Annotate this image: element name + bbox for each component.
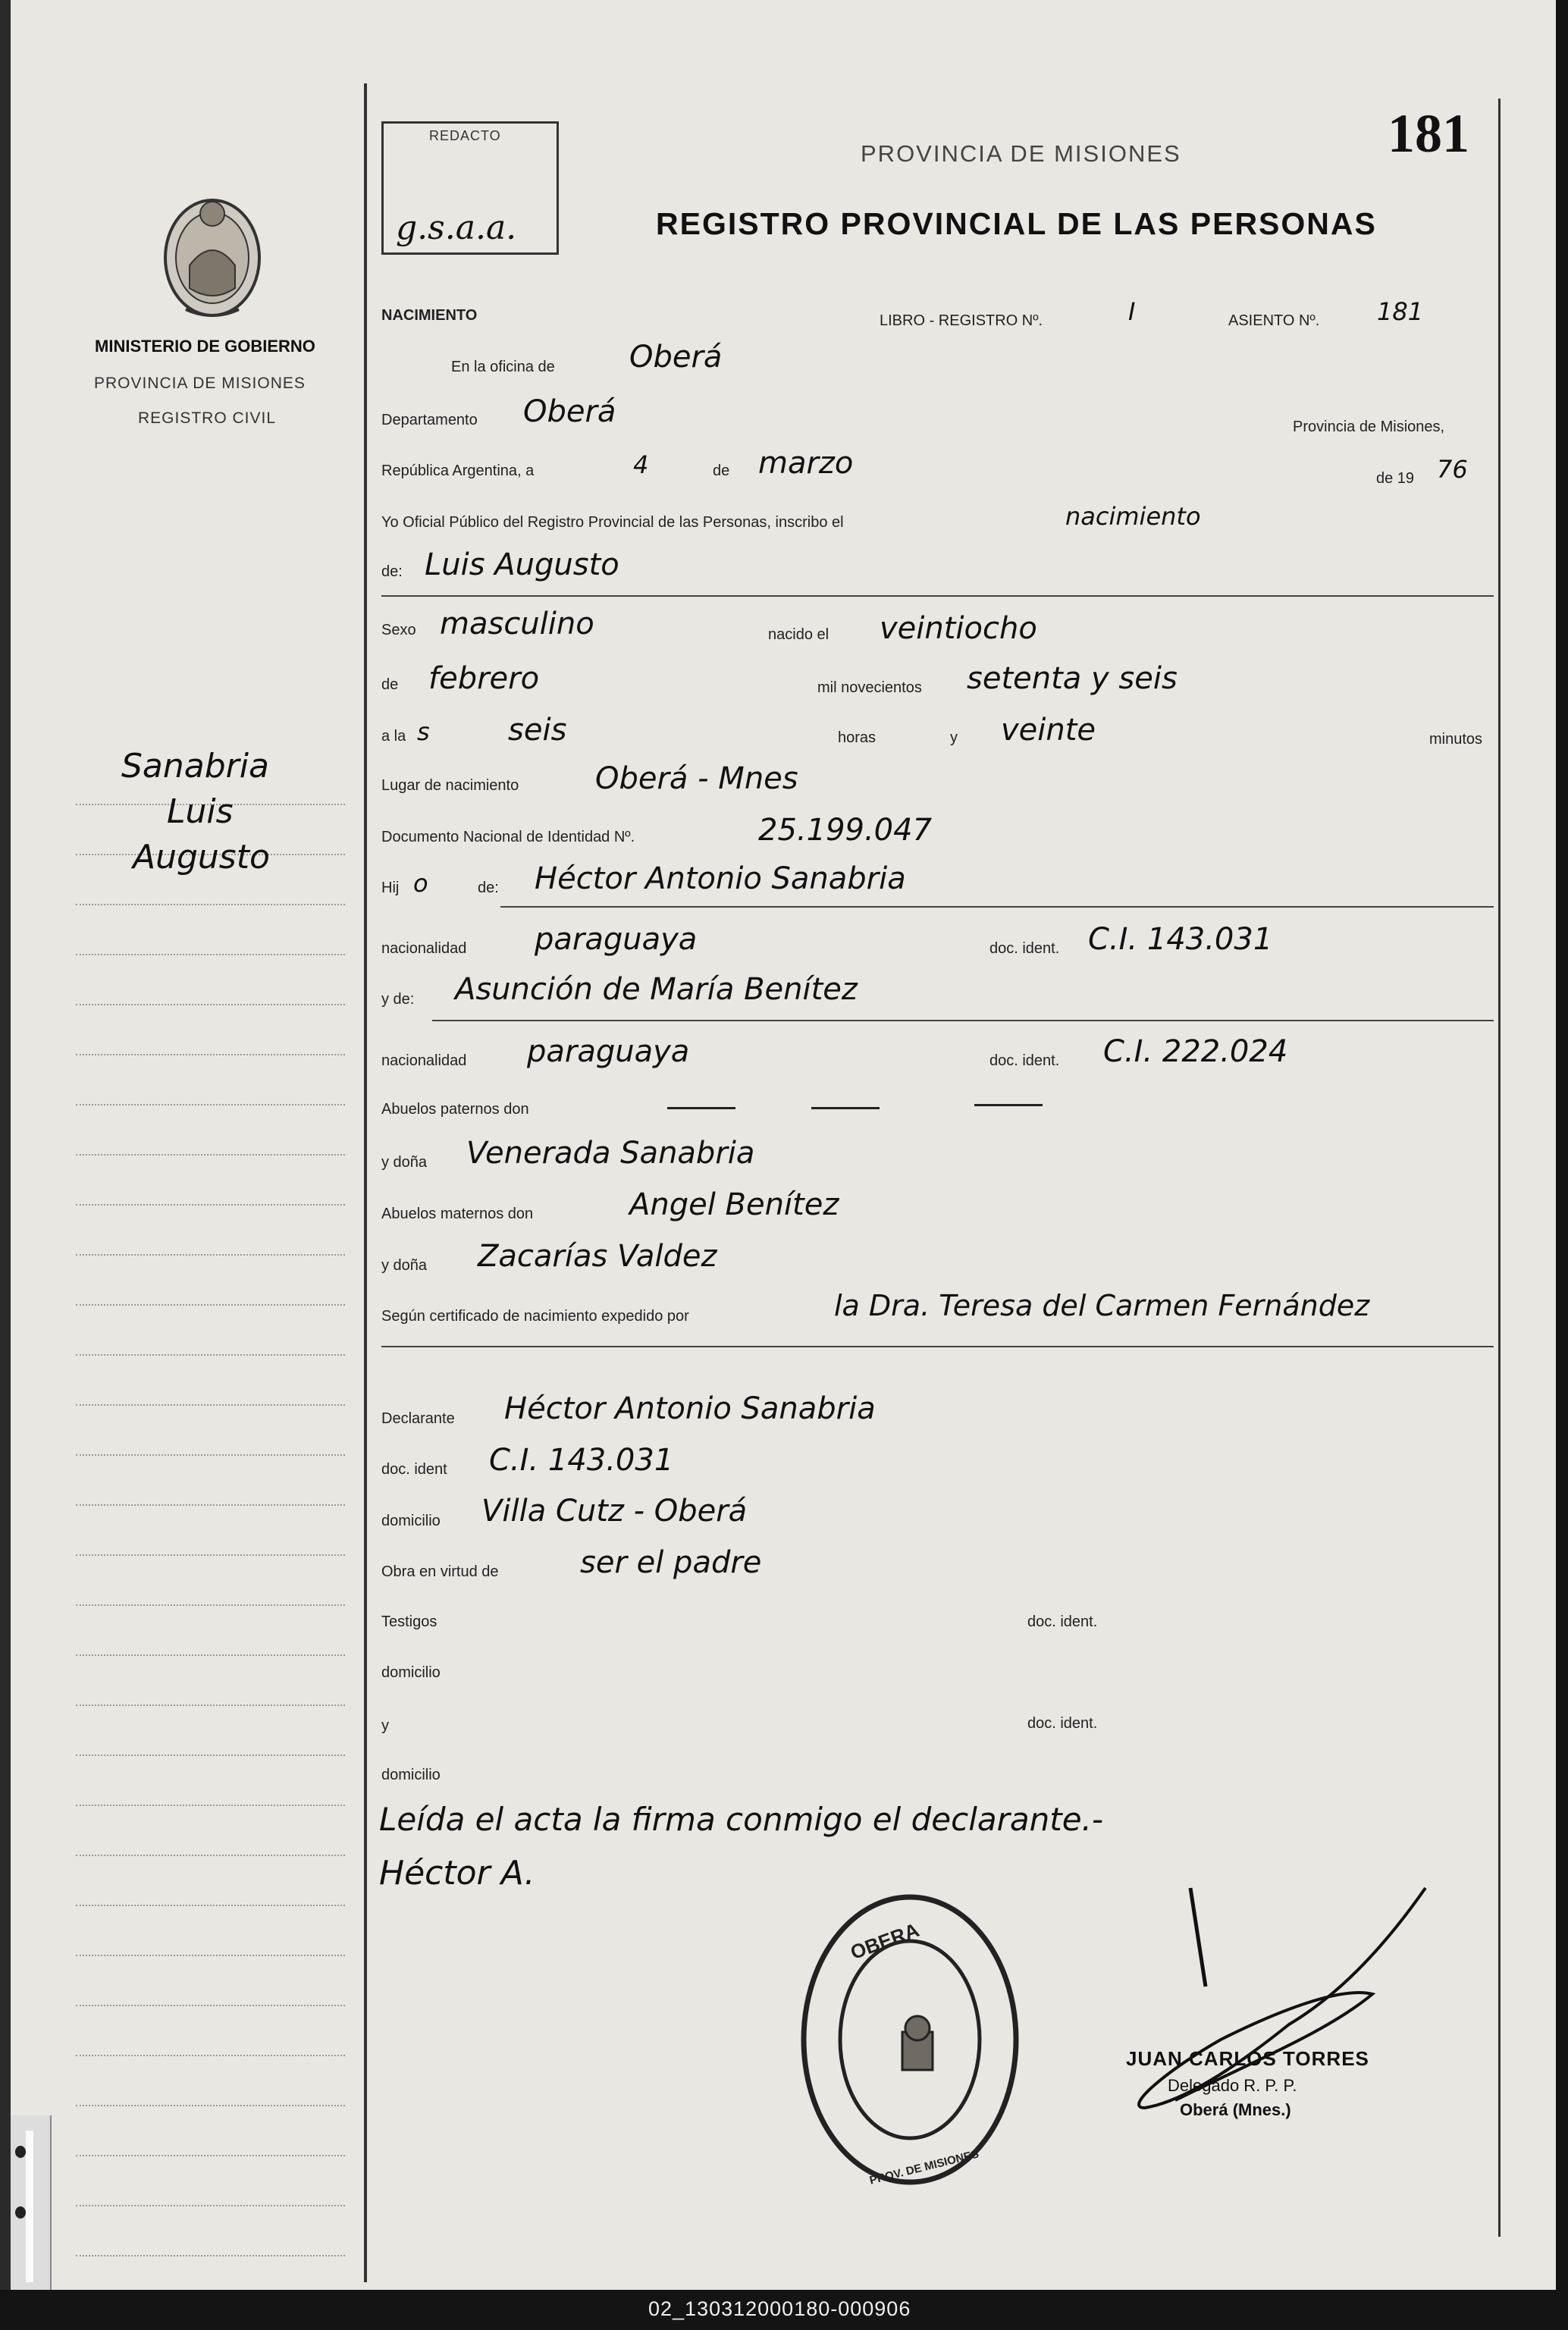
alas-label: a la xyxy=(381,728,406,745)
republica-label: República Argentina, a xyxy=(381,463,535,479)
mil-label: mil novecientos xyxy=(817,679,922,696)
margin-ruled-line xyxy=(76,2105,345,2106)
margin-ruled-line xyxy=(76,1204,345,1206)
testigo2-doc-label: doc. ident. xyxy=(1027,1715,1098,1732)
margin-ruled-line xyxy=(76,1004,345,1005)
registry-title: REGISTRO PROVINCIAL DE LAS PERSONAS xyxy=(656,206,1377,241)
margin-ruled-line xyxy=(76,1955,345,1956)
margin-ruled-line xyxy=(76,1054,345,1055)
margin-ruled-line xyxy=(76,1905,345,1906)
officer-place: Oberá (Mnes.) xyxy=(1180,2100,1291,2119)
provincial-coat-of-arms-emblem xyxy=(155,182,269,326)
departamento-value: Oberá xyxy=(523,394,616,429)
page-number: 181 xyxy=(1388,103,1469,164)
certificado-label: Según certificado de nacimiento expedido por xyxy=(381,1308,689,1325)
doc-madre-label: doc. ident. xyxy=(989,1052,1060,1069)
asiento-label: ASIENTO Nº. xyxy=(1228,312,1320,329)
margin-ruled-line xyxy=(76,1554,345,1556)
section-nacimiento: NACIMIENTO xyxy=(381,307,478,324)
margin-ruled-line xyxy=(76,904,345,905)
seal-center-text: OBERA xyxy=(847,1918,923,1965)
abuelos-paternos-label: Abuelos paternos don xyxy=(381,1101,529,1118)
margin-ruled-line xyxy=(76,1254,345,1256)
image-reference-caption: 02_130312000180-000906 xyxy=(648,2297,911,2320)
declarant-signature: Héctor A. xyxy=(379,1854,535,1893)
libro-label: LIBRO - REGISTRO Nº. xyxy=(880,312,1043,329)
testigo2-y-label: y xyxy=(381,1717,389,1734)
doc-padre-value: C.I. 143.031 xyxy=(1088,922,1273,957)
nacionalidad-padre-value: paraguaya xyxy=(535,922,698,957)
testigo2-domicilio-label: domicilio xyxy=(381,1767,441,1783)
margin-ruled-line xyxy=(76,1704,345,1706)
certificado-value: la Dra. Teresa del Carmen Fernández xyxy=(834,1289,1370,1322)
margin-note-name: Luis xyxy=(167,792,234,831)
madre-underline xyxy=(432,1020,1494,1021)
province-heading: PROVINCIA DE MISIONES xyxy=(861,140,1181,167)
madre-value: Asunción de María Benítez xyxy=(455,972,858,1007)
dia-value: 4 xyxy=(633,450,649,479)
margin-ruled-line xyxy=(76,1755,345,1756)
margin-ruled-line xyxy=(76,1404,345,1406)
declarante-label: Declarante xyxy=(381,1410,455,1427)
abuelo-paterno-blank-1 xyxy=(667,1107,735,1109)
ministry-name: MINISTERIO DE GOBIERNO xyxy=(95,337,315,356)
hijo-suffix: o xyxy=(413,869,428,898)
margin-ruled-line xyxy=(76,1604,345,1606)
testigos-label: Testigos xyxy=(381,1613,437,1630)
nacionalidad-madre-label: nacionalidad xyxy=(381,1052,467,1069)
certificado-underline xyxy=(381,1346,1494,1347)
abuelos-maternos-label: Abuelos maternos don xyxy=(381,1206,534,1222)
nacionalidad-madre-value: paraguaya xyxy=(527,1034,690,1069)
doc-declarante-label: doc. ident xyxy=(381,1461,447,1478)
margin-ruled-line xyxy=(76,1504,345,1506)
padre-value: Héctor Antonio Sanabria xyxy=(535,861,906,896)
obra-label: Obra en virtud de xyxy=(381,1563,499,1580)
sexo-label: Sexo xyxy=(381,622,416,638)
nacido-label: nacido el xyxy=(768,626,829,643)
domicilio-declarante-value: Villa Cutz - Oberá xyxy=(481,1494,748,1529)
ministry-registry: REGISTRO CIVIL xyxy=(138,409,277,427)
closing-statement: Leída el acta la firma conmigo el declarante.- xyxy=(379,1801,1104,1838)
nombre-label: de: xyxy=(381,563,403,580)
horas-label: horas xyxy=(838,729,877,746)
margin-note-surname: Sanabria xyxy=(121,747,269,786)
ministry-province: PROVINCIA DE MISIONES xyxy=(94,375,306,392)
margin-ruled-line xyxy=(76,1354,345,1356)
dni-label: Documento Nacional de Identidad Nº. xyxy=(381,829,635,845)
hijo-label: Hij xyxy=(381,880,400,896)
redacto-initials: g.s.a.a. xyxy=(396,209,517,247)
anio-nacimiento-value: setenta y seis xyxy=(967,661,1178,696)
officer-role: Delegado R. P. P. xyxy=(1168,2076,1297,2095)
margin-ruled-line xyxy=(76,1104,345,1105)
doc-madre-value: C.I. 222.024 xyxy=(1103,1034,1288,1069)
abuelo-paterno-blank-3 xyxy=(974,1104,1043,1106)
de3-label: de: xyxy=(478,880,499,896)
officer-name: JUAN CARLOS TORRES xyxy=(1126,2047,1369,2070)
redacto-label: REDACTO xyxy=(429,128,501,143)
libro-value: I xyxy=(1128,297,1136,326)
margin-ruled-line xyxy=(76,2005,345,2006)
doc-padre-label: doc. ident. xyxy=(989,940,1060,957)
domicilio-declarante-label: domicilio xyxy=(381,1513,441,1529)
abuelo-paterno-blank-2 xyxy=(811,1107,880,1109)
y-de-label: y de: xyxy=(381,991,415,1008)
binding-edge xyxy=(0,0,11,2290)
dni-value: 25.199.047 xyxy=(758,813,933,848)
anio-label: de 19 xyxy=(1376,470,1415,487)
margin-note-middle-name: Augusto xyxy=(133,838,270,876)
y-label: y xyxy=(950,729,958,746)
abuela-paterna-label: y doña xyxy=(381,1154,428,1171)
mes-value: marzo xyxy=(758,446,854,481)
mes-nacimiento-value: febrero xyxy=(428,661,540,696)
alas-suffix: s xyxy=(417,717,430,746)
seal-bottom-text: PROV. DE MISIONES xyxy=(868,2147,980,2187)
provincia-label: Provincia de Misiones, xyxy=(1293,419,1445,435)
lugar-value: Oberá - Mnes xyxy=(595,761,798,796)
doc-declarante-value: C.I. 143.031 xyxy=(489,1443,674,1478)
departamento-label: Departamento xyxy=(381,412,478,428)
obra-value: ser el padre xyxy=(580,1545,762,1580)
declarante-value: Héctor Antonio Sanabria xyxy=(504,1391,876,1426)
abuela-paterna-value: Venerada Sanabria xyxy=(466,1136,755,1171)
margin-ruled-line xyxy=(76,2155,345,2156)
margin-ruled-line xyxy=(76,1654,345,1656)
margin-ruled-line xyxy=(76,1304,345,1306)
testigo1-domicilio-label: domicilio xyxy=(381,1664,441,1681)
de-label: de xyxy=(713,463,730,479)
margin-ruled-line xyxy=(76,1805,345,1806)
asiento-value: 181 xyxy=(1377,297,1424,326)
right-border xyxy=(1498,99,1501,2237)
sexo-value: masculino xyxy=(440,607,594,641)
margin-ruled-line xyxy=(76,2055,345,2056)
abuela-materna-value: Zacarías Valdez xyxy=(478,1239,717,1274)
redacto-box xyxy=(381,121,559,255)
anio-value: 76 xyxy=(1437,455,1468,484)
nacionalidad-padre-label: nacionalidad xyxy=(381,940,467,957)
padre-underline xyxy=(500,906,1494,908)
hora-value: seis xyxy=(508,713,567,748)
oficina-value: Oberá xyxy=(629,340,723,375)
testigo1-doc-label: doc. ident. xyxy=(1027,1613,1098,1630)
margin-ruled-line xyxy=(76,1154,345,1156)
minutos-value: veinte xyxy=(1001,713,1096,748)
margin-ruled-line xyxy=(76,1855,345,1856)
margin-ruled-line xyxy=(76,954,345,955)
nombre-value: Luis Augusto xyxy=(425,547,619,582)
margin-ruled-line xyxy=(76,1454,345,1456)
de2-label: de xyxy=(381,676,399,693)
binder-page-edge xyxy=(26,2131,33,2282)
nombre-underline xyxy=(381,595,1494,597)
oficina-label: En la oficina de xyxy=(451,359,555,375)
abuelo-materno-value: Angel Benítez xyxy=(629,1187,839,1222)
margin-divider xyxy=(364,83,367,2282)
nacido-value: veintiocho xyxy=(880,611,1037,646)
oficial-value: nacimiento xyxy=(1065,502,1201,531)
margin-ruled-line xyxy=(76,2205,345,2206)
lugar-label: Lugar de nacimiento xyxy=(381,777,519,794)
abuela-materna-label: y doña xyxy=(381,1257,428,1274)
oficial-label: Yo Oficial Público del Registro Provincial de las Personas, inscribo el xyxy=(381,514,844,531)
margin-ruled-line xyxy=(76,2255,345,2256)
minutos-label: minutos xyxy=(1429,731,1483,748)
